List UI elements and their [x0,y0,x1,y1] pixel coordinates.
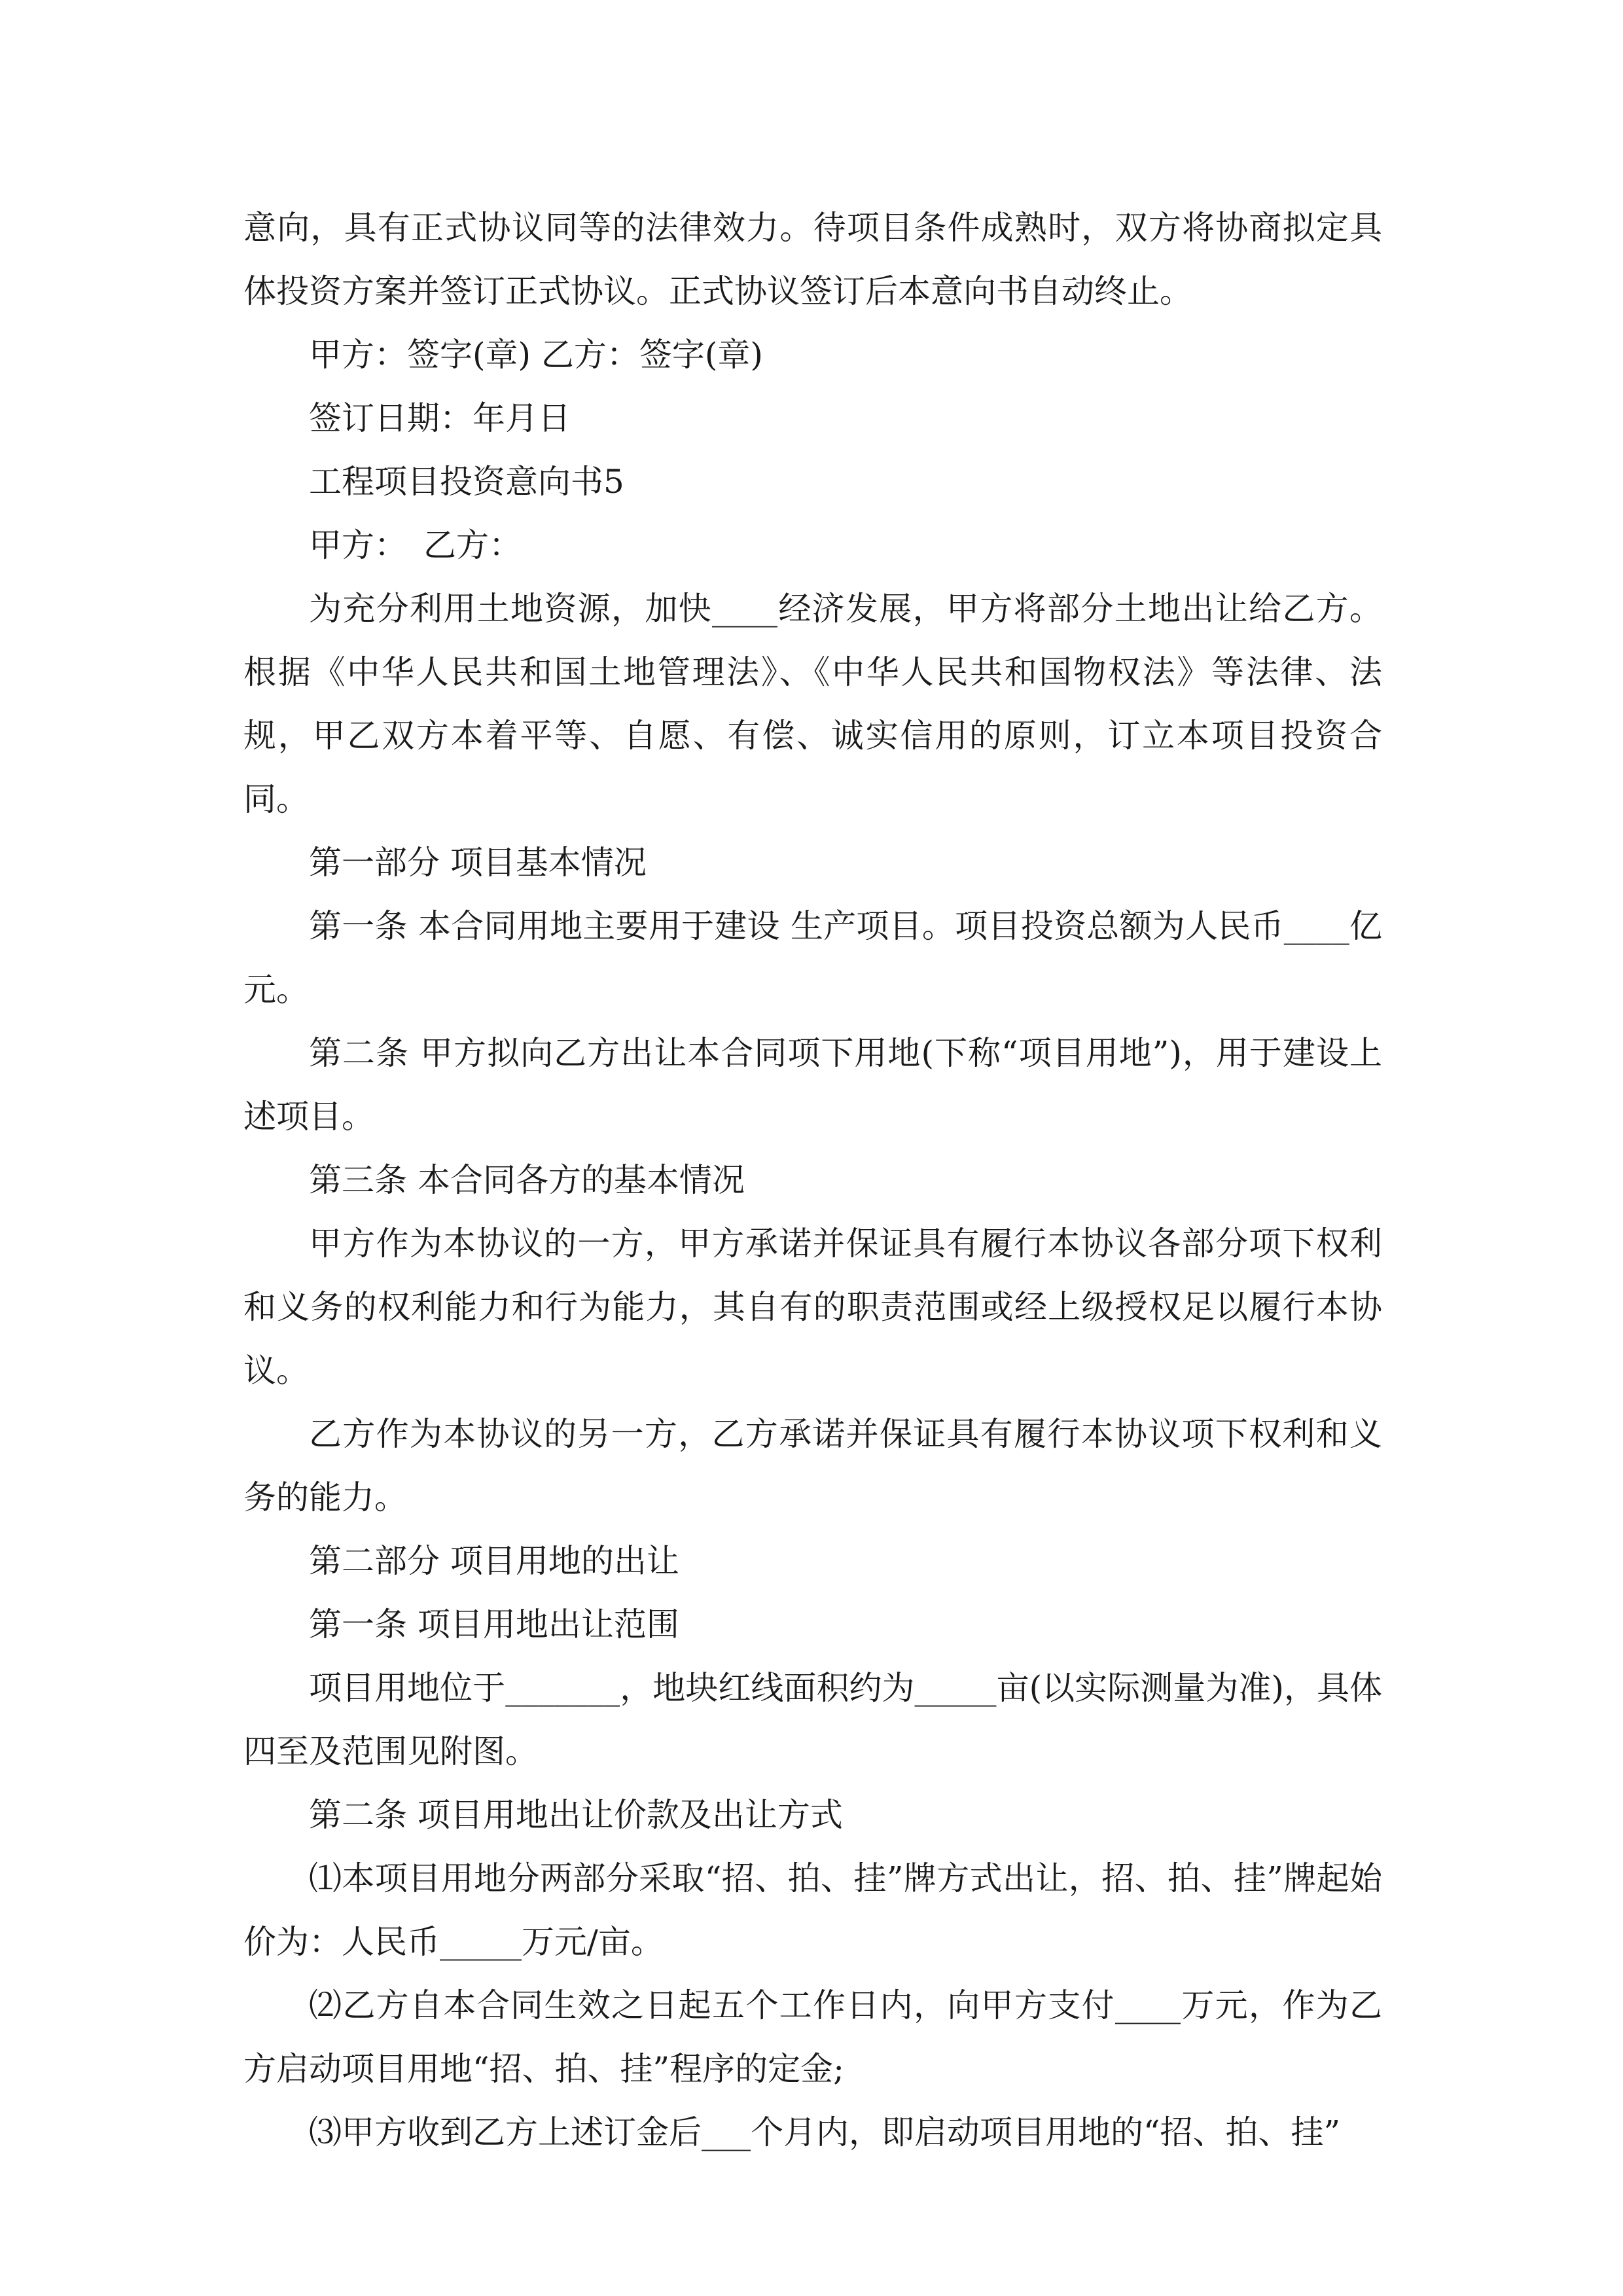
paragraph-sign-date: 签订日期：年月日 [309,399,571,437]
clause-2: ⑵乙方自本合同生效之日起五个工作日内，向甲方支付____万元，作为乙方启动项目用地“招、拍、挂”程序的定金; [243,1986,1382,2088]
clause-3: ⑶甲方收到乙方上述订金后___个月内，即启动项目用地的“招、拍、挂” [309,2113,1341,2151]
paragraph-party-a: 甲方作为本协议的一方，甲方承诺并保证具有履行本协议各部分项下权利和义务的权利能力和行为能力，其自有的职责范围或经上级授权足以履行本协议。 [243,1225,1382,1390]
article-1-3: 第三条 本合同各方的基本情况 [309,1161,745,1199]
part-heading-2: 第二部分 项目用地的出让 [309,1542,679,1580]
article-1-2: 第二条 甲方拟向乙方出让本合同项下用地(下称“项目用地”)，用于建设上述项目。 [243,1034,1382,1136]
article-1-1: 第一条 本合同用地主要用于建设 生产项目。项目投资总额为人民币____亿元。 [243,907,1382,1009]
article-2-2: 第二条 项目用地出让价款及出让方式 [309,1796,843,1834]
paragraph-preamble: 为充分利用土地资源，加快____经济发展，甲方将部分土地出让给乙方。根据《中华人民共和国土地管理法》、《中华人民共和国物权法》等法律、法规，甲乙双方本着平等、自愿、有偿、诚实信用的原则，订立本项目投资合同。 [243,590,1382,818]
paragraph-land-location: 项目用地位于_______，地块红线面积约为_____亩(以实际测量为准)，具体四至及范围见附图。 [243,1669,1382,1770]
paragraph-parties: 甲方： 乙方： [309,526,522,564]
clause-1: ⑴本项目用地分两部分采取“招、拍、挂”牌方式出让，招、拍、挂”牌起始价为：人民币_____万元/亩。 [243,1859,1382,1961]
paragraph-signatures: 甲方：签字(章) 乙方：签字(章) [309,336,763,374]
section-title: 工程项目投资意向书5 [309,463,624,501]
article-2-1: 第一条 项目用地出让范围 [309,1605,679,1643]
paragraph-party-b: 乙方作为本协议的另一方，乙方承诺并保证具有履行本协议项下权利和义务的能力。 [243,1415,1382,1516]
paragraph-1: 意向，具有正式协议同等的法律效力。待项目条件成熟时，双方将协商拟定具体投资方案并签订正式协议。正式协议签订后本意向书自动终止。 [243,209,1382,310]
part-heading-1: 第一部分 项目基本情况 [309,844,647,882]
document-body [243,196,1382,2164]
